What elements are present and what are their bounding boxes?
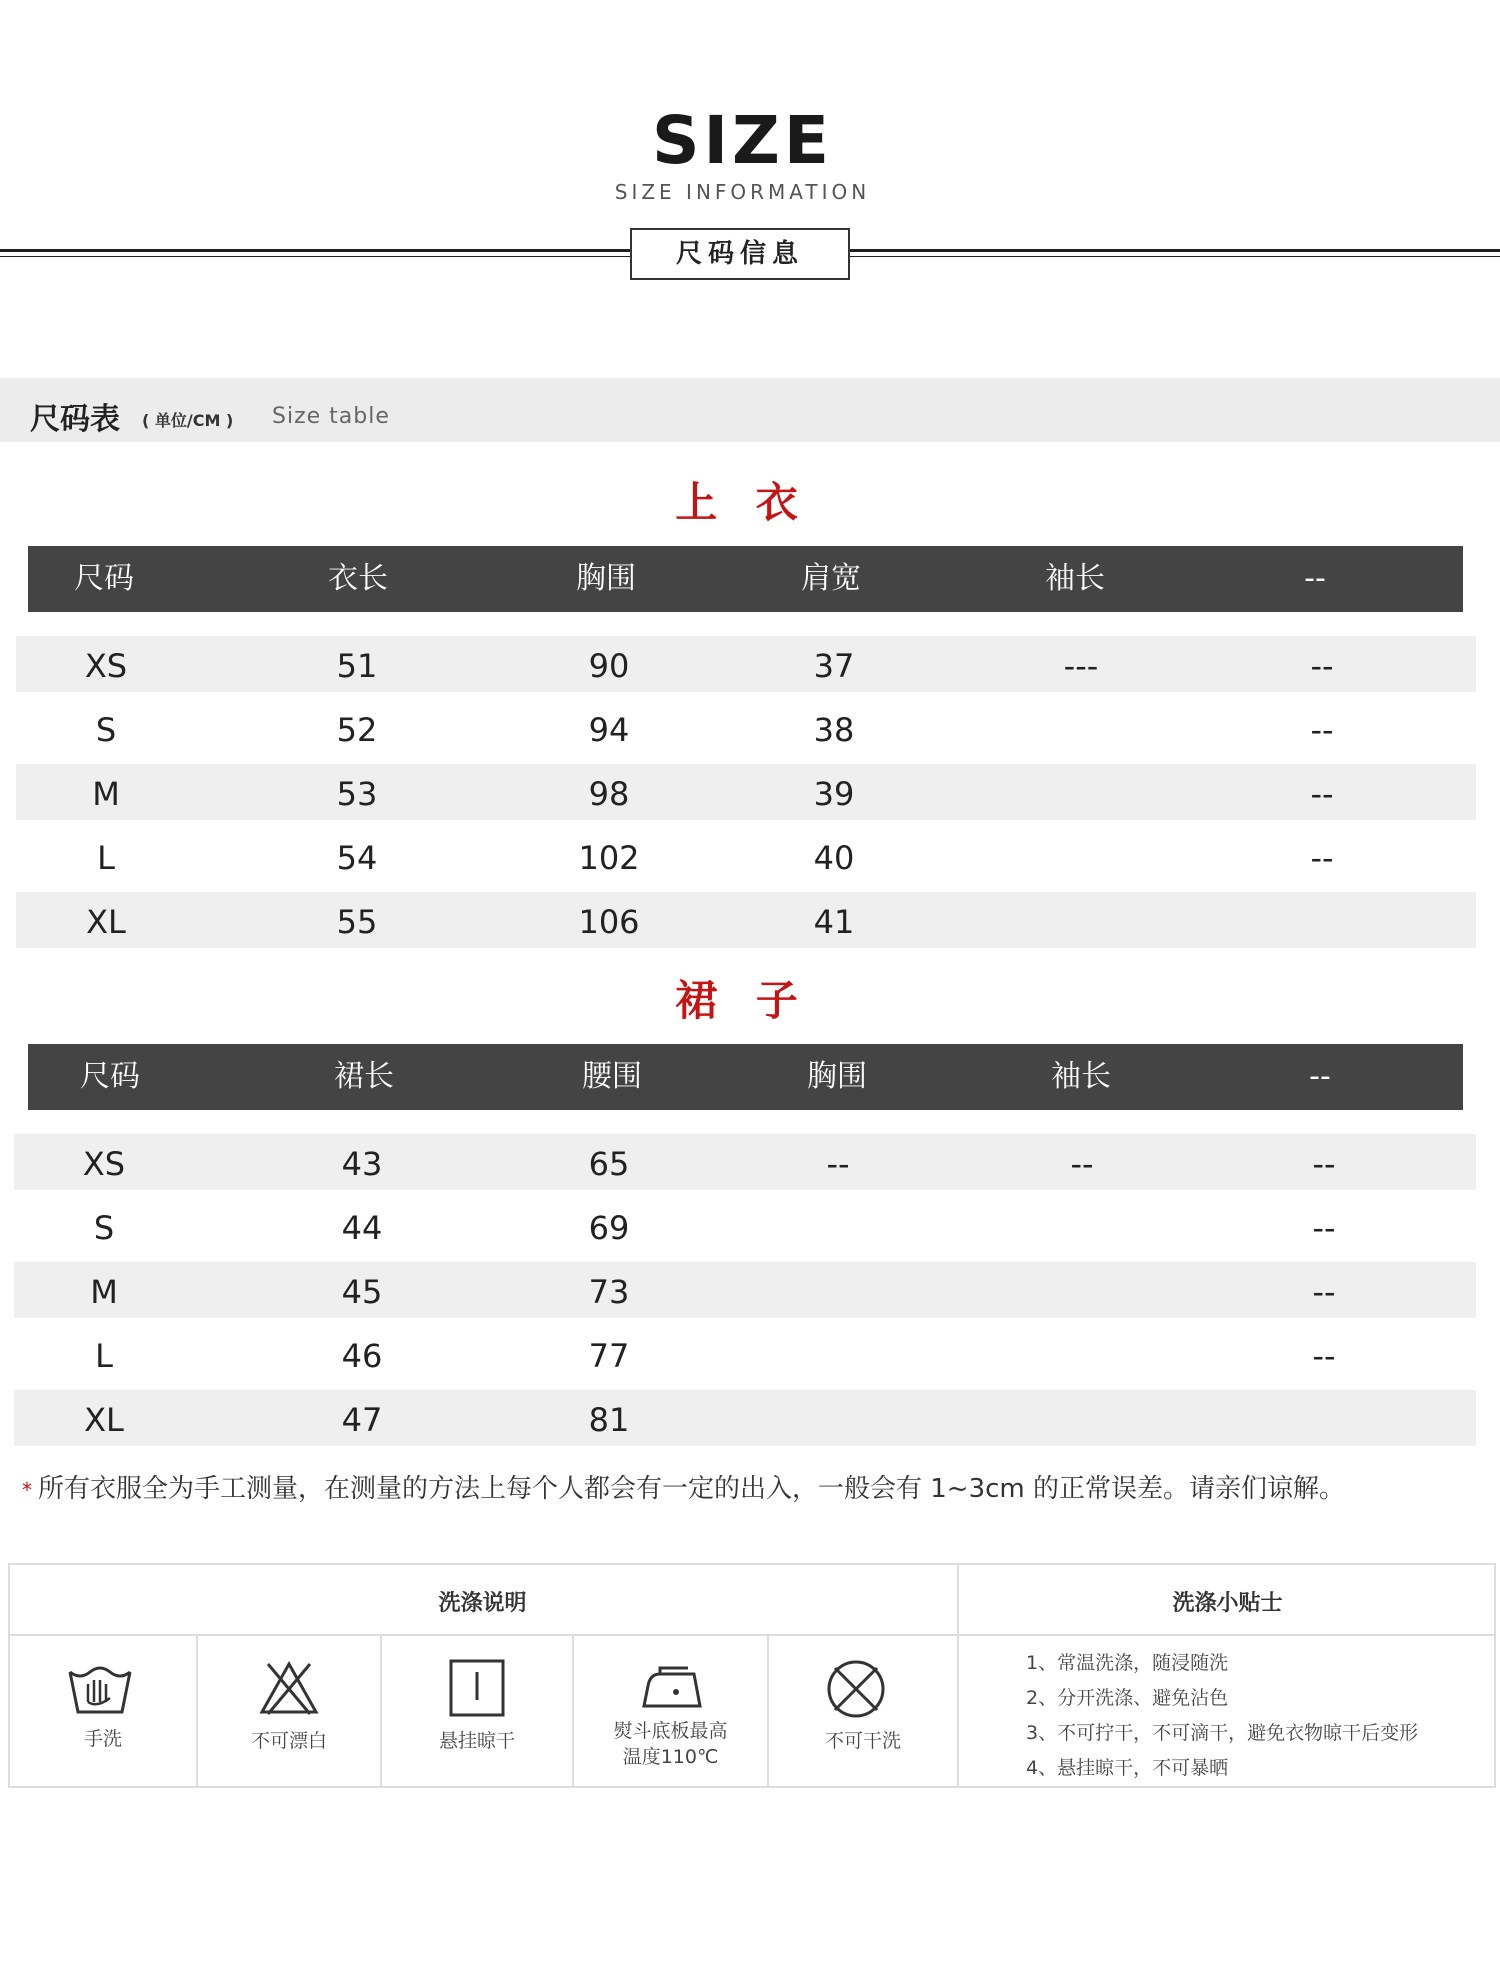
care-icon-divider — [767, 1634, 769, 1788]
skirt-cell: 69 — [588, 1209, 630, 1247]
top-cell: -- — [1310, 775, 1334, 813]
top-cell: 38 — [813, 711, 855, 749]
care-instructions-header: 洗涤说明 — [438, 1591, 527, 1616]
top-cell: -- — [1310, 711, 1334, 749]
hang-dry-label: 悬挂晾干 — [438, 1730, 515, 1752]
skirt-cell: 65 — [588, 1145, 630, 1183]
top-cell: -- — [1310, 647, 1334, 685]
skirt-cell: -- — [1312, 1209, 1336, 1247]
skirt-row-xs — [14, 1134, 1476, 1190]
top-cell: 51 — [336, 647, 378, 685]
no-dry-clean-icon — [825, 1658, 887, 1720]
top-header-cell: -- — [1304, 561, 1326, 596]
note-text: 所有衣服全为手工测量，在测量的方法上每个人都会有一定的出入，一般会有 1~3cm 的正常误差。请亲们谅解。 — [38, 1474, 1346, 1504]
care-icon-divider — [196, 1634, 198, 1788]
skirt-cell: -- — [1312, 1145, 1336, 1183]
top-cell: -- — [1310, 839, 1334, 877]
top-cell: 98 — [588, 775, 630, 813]
top-header-cell: 肩宽 — [801, 561, 861, 596]
hang-dry-icon — [448, 1658, 506, 1718]
top-header-cell: 袖长 — [1045, 561, 1105, 596]
top-cell: 94 — [588, 711, 630, 749]
skirt-cell: 46 — [341, 1337, 383, 1375]
top-cell: 54 — [336, 839, 378, 877]
top-row-m — [16, 764, 1476, 820]
top-cell: 106 — [578, 903, 640, 941]
top-cell: 41 — [813, 903, 855, 941]
no-bleach-icon — [258, 1660, 320, 1716]
size-title: SIZE — [651, 102, 834, 179]
skirt-header-cell: 胸围 — [807, 1059, 867, 1094]
top-cell: --- — [1063, 647, 1099, 685]
size-info-badge: 尺码信息 — [630, 228, 850, 280]
skirt-cell: L — [95, 1337, 113, 1375]
care-tips-header: 洗涤小贴士 — [1172, 1591, 1283, 1616]
size-subtitle: SIZE INFORMATION — [614, 180, 871, 204]
top-table-header — [28, 546, 1463, 612]
skirt-table-header — [28, 1044, 1463, 1110]
skirt-cell: 77 — [588, 1337, 630, 1375]
skirt-cell: XS — [82, 1145, 126, 1183]
top-header-cell: 胸围 — [576, 561, 636, 596]
care-icon-divider — [380, 1634, 382, 1788]
care-tip: 4、悬挂晾干，不可暴晒 — [1026, 1757, 1229, 1779]
top-cell: 55 — [336, 903, 378, 941]
skirt-cell: XL — [84, 1401, 124, 1439]
skirt-cell: 81 — [588, 1401, 630, 1439]
skirt-cell: -- — [1070, 1145, 1094, 1183]
skirt-cell: -- — [1312, 1273, 1336, 1311]
no-bleach-label: 不可漂白 — [250, 1730, 327, 1752]
hand-wash-icon — [66, 1658, 134, 1718]
size-table-title: 尺码表 — [30, 402, 120, 437]
top-row-l — [16, 828, 1476, 884]
skirt-cell: 73 — [588, 1273, 630, 1311]
no-dry-clean-label: 不可干洗 — [824, 1730, 901, 1752]
care-tip: 2、分开洗涤、避免沾色 — [1026, 1687, 1229, 1709]
skirt-row-m — [14, 1262, 1476, 1318]
top-row-xl — [16, 892, 1476, 948]
top-header-cell: 尺码 — [74, 561, 134, 596]
skirt-section-title: 裙 子 — [675, 976, 810, 1025]
top-header-cell: 衣长 — [328, 561, 388, 596]
skirt-cell: -- — [1312, 1337, 1336, 1375]
skirt-row-xl — [14, 1390, 1476, 1446]
top-row-s — [16, 700, 1476, 756]
skirt-cell: 45 — [341, 1273, 383, 1311]
hand-wash-label: 手洗 — [83, 1728, 122, 1750]
skirt-cell: 44 — [341, 1209, 383, 1247]
size-table-english: Size table — [272, 404, 390, 429]
skirt-cell: S — [93, 1209, 115, 1247]
top-cell: 90 — [588, 647, 630, 685]
top-cell: 40 — [813, 839, 855, 877]
skirt-header-cell: 腰围 — [582, 1059, 642, 1094]
top-cell: 39 — [813, 775, 855, 813]
skirt-cell: 47 — [341, 1401, 383, 1439]
skirt-header-cell: -- — [1309, 1059, 1331, 1094]
iron-label — [574, 1718, 767, 1770]
top-cell: XL — [86, 903, 126, 941]
top-cell: 37 — [813, 647, 855, 685]
skirt-header-cell: 袖长 — [1051, 1059, 1111, 1094]
top-cell: S — [95, 711, 117, 749]
skirt-header-cell: 尺码 — [80, 1059, 140, 1094]
skirt-row-l — [14, 1326, 1476, 1382]
top-cell: 102 — [578, 839, 640, 877]
top-cell: L — [97, 839, 115, 877]
top-section-title: 上 衣 — [675, 478, 810, 527]
iron-icon — [638, 1664, 706, 1712]
header-rule-right — [850, 249, 1500, 252]
top-cell: M — [92, 775, 120, 813]
measurement-note — [22, 1468, 1345, 1505]
care-tip: 3、不可拧干，不可滴干，避免衣物晾干后变形 — [1026, 1722, 1419, 1744]
header-rule-left-thin — [0, 256, 632, 257]
skirt-cell: M — [90, 1273, 118, 1311]
skirt-cell: -- — [826, 1145, 850, 1183]
skirt-header-cell: 裙长 — [334, 1059, 394, 1094]
size-table-unit: ( 单位/CM ) — [142, 411, 234, 430]
note-star: * — [22, 1478, 32, 1502]
care-header-divider — [8, 1634, 1496, 1636]
header-rule-left — [0, 249, 632, 252]
top-cell: 52 — [336, 711, 378, 749]
iron-label-text: 熨斗底板最高 温度110℃ — [613, 1720, 728, 1768]
care-tip: 1、常温洗涤，随浸随洗 — [1026, 1652, 1229, 1674]
top-cell: 53 — [336, 775, 378, 813]
top-cell: XS — [84, 647, 128, 685]
header-rule-right-thin — [850, 256, 1500, 257]
skirt-row-s — [14, 1198, 1476, 1254]
top-row-xs — [16, 636, 1476, 692]
skirt-cell: 43 — [341, 1145, 383, 1183]
